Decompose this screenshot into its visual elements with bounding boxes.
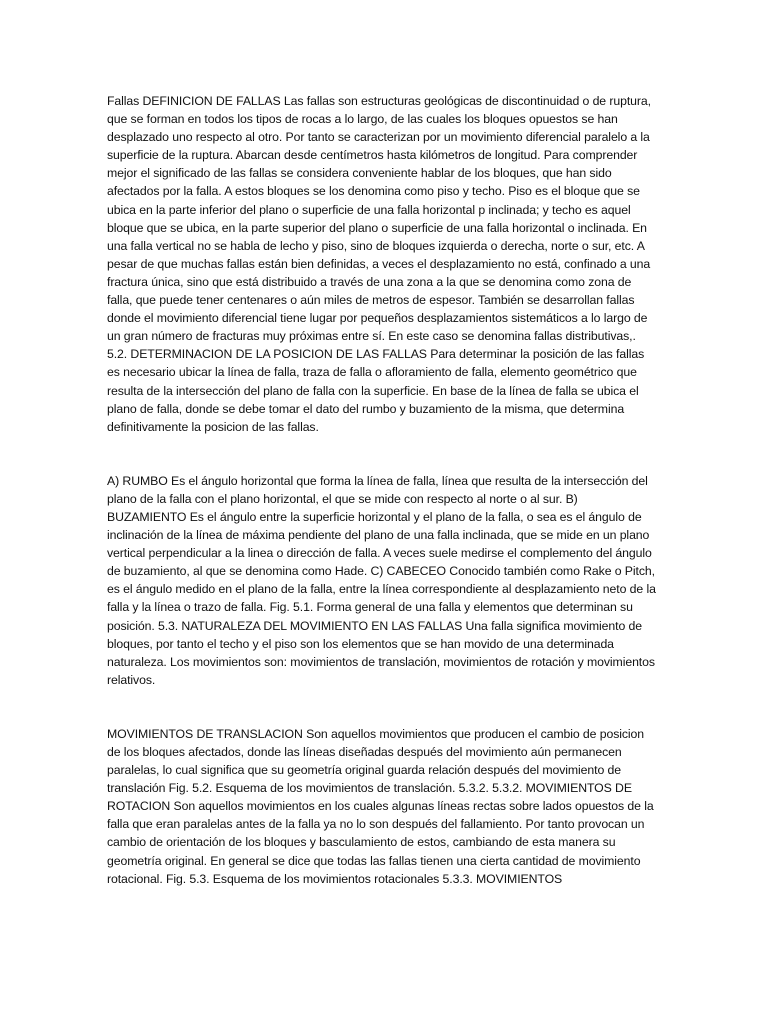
- paragraph-movimientos-translacion: MOVIMIENTOS DE TRANSLACION Son aquellos movimientos que producen el cambio de posicion de los bloques afectados, donde las líneas diseñadas después del movimiento aún permanecen paralelas, lo cual significa que su geometría original guarda relación después del movimiento de translación Fig. 5.2. Esquema de los movimientos de translación. 5.3.2. 5.3.2. MOVIMIENTOS DE ROTACION Son aquellos movimientos en los cuales algunas líneas rectas sobre lados opuestos de la falla que eran paralelas antes de la falla ya no lo son después del fallamiento. Por tanto provocan un cambio de orientación de los bloques y basculamiento de estos, cambiando de esta manera su geometría original. En general se dice que todas las fallas tienen una cierta cantidad de movimiento rotacional. Fig. 5.3. Esquema de los movimientos rotacionales 5.3.3. MOVIMIENTOS: [107, 726, 654, 886]
- paragraph-rumbo-buzamiento: A) RUMBO Es el ángulo horizontal que forma la línea de falla, línea que resulta de la intersección del plano de la falla con el plano horizontal, el que se mide con respecto al norte o al sur. B) BUZAMIENTO Es el ángulo entre la superficie horizontal y el plano de la falla, o sea es el ángulo de inclinación de la línea de máxima pendiente del plano de una falla inclinada, que se mide en un plano vertical perpendicular a la linea o dirección de falla. A veces suele medirse el complemento del ángulo de buzamiento, al que se denomina como Hade. C) CABECEO Conocido también como Rake o Pitch, es el ángulo medido en el plano de la falla, entre la línea correspondiente al desplazamiento neto de la falla y la línea o trazo de falla. Fig. 5.1. Forma general de una falla y elementos que determinan su posición. 5.3. NATURALEZA DEL MOVIMIENTO EN LAS FALLAS Una falla significa movimiento de bloques, por tanto el techo y el piso son los elementos que se han movido de una determinada naturaleza. Los movimientos son: movimientos de translación, movimientos de rotación y movimientos relativos.: [107, 473, 656, 687]
- paragraph-fallas-definicion: Fallas DEFINICION DE FALLAS Las fallas son estructuras geológicas de discontinuidad o de ruptura, que se forman en todos los tipos de rocas a lo largo, de las cuales los bloques opuestos se han desplazado uno respecto al otro. Por tanto se caracterizan por un movimiento diferencial paralelo a la superficie de la ruptura. Abarcan desde centímetros hasta kilómetros de longitud. Para comprender mejor el significado de las fallas se considera conveniente hablar de los bloques, que han sido afectados por la falla. A estos bloques se los denomina como piso y techo. Piso es el bloque que se ubica en la parte inferior del plano o superficie de una falla horizontal p inclinada; y techo es aquel bloque que se ubica, en la parte superior del plano o superficie de una falla horizontal o inclinada. En una falla vertical no se habla de lecho y piso, sino de bloques izquierda o derecha, norte o sur, etc. A pesar de que muchas fallas están bien definidas, a veces el desplazamiento no está, confinado a una fractura única, sino que está distribuido a través de una zona a la que se denomina como zona de falla, que puede tener centenares o aún miles de metros de espesor. También se desarrollan fallas donde el movimiento diferencial tiene lugar por pequeños desplazamientos sistemáticos a lo largo de un gran número de fracturas muy próximas entre sí. En este caso se denomina fallas distributivas,. 5.2. DETERMINACION DE LA POSICION DE LAS FALLAS Para determinar la posición de las fallas es necesario ubicar la línea de falla, traza de falla o afloramiento de falla, elemento geométrico que resulta de la intersección del plano de falla con la superficie. En base de la línea de falla se ubica el plano de falla, donde se debe tomar el dato del rumbo y buzamiento de la misma, que determina definitivamente la posicion de las fallas.: [107, 94, 651, 434]
- document-page: [107, 92, 659, 888]
